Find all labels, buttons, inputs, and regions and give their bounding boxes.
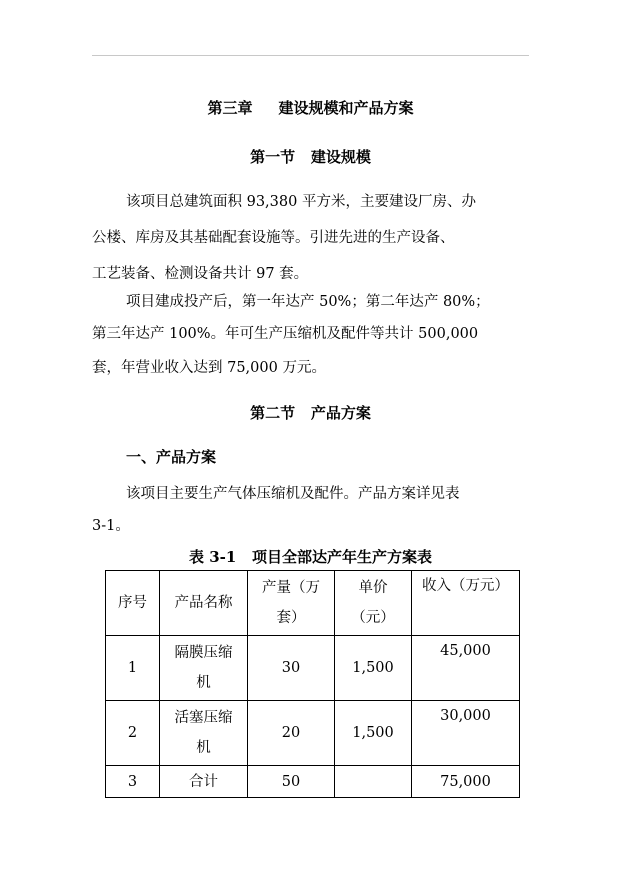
row1-seq: 1 — [106, 636, 160, 701]
para1-line1: 该项目总建筑面积 93,380 平方米，主要建设厂房、办 — [126, 194, 476, 210]
header-name: 产品名称 — [160, 571, 248, 636]
row2-price: 1,500 — [335, 701, 412, 766]
para3-line1: 该项目主要生产气体压缩机及配件。产品方案详见表 — [126, 486, 460, 502]
header-seq: 序号 — [106, 571, 160, 636]
row2-name-line1: 活塞压缩 — [174, 710, 233, 726]
section-title-scale: 第一节 建设规模 — [250, 148, 371, 166]
row2-qty: 20 — [248, 701, 335, 766]
table-row — [106, 636, 520, 701]
header-price — [335, 571, 412, 636]
row3-qty: 50 — [248, 766, 335, 798]
para3-line2: 3-1。 — [92, 518, 130, 534]
para2-line1: 项目建成投产后，第一年达产 50%；第二年达产 80%； — [126, 294, 490, 310]
header-qty-line2: 套） — [276, 610, 306, 626]
row1-name-line1: 隔膜压缩 — [174, 645, 233, 661]
table-header-row — [106, 571, 520, 636]
para2-line2: 第三年达产 100%。年可生产压缩机及配件等共计 500,000 — [92, 326, 479, 342]
row2-name-line2: 机 — [196, 740, 211, 756]
production-table — [105, 570, 520, 798]
row1-qty: 30 — [248, 636, 335, 701]
header-qty — [248, 571, 335, 636]
table-caption: 表 3-1 项目全部达产年生产方案表 — [189, 548, 432, 566]
para1-line3: 工艺装备、检测设备共计 97 套。 — [92, 266, 309, 282]
table-row-total — [106, 766, 520, 798]
para2-line3: 套，年营业收入达到 75,000 万元。 — [92, 360, 326, 376]
row2-seq: 2 — [106, 701, 160, 766]
row1-price: 1,500 — [335, 636, 412, 701]
row1-income: 45,000 — [412, 636, 520, 701]
chapter-title: 第三章 建设规模和产品方案 — [207, 99, 414, 117]
header-income: 收入（万元） — [412, 571, 520, 636]
row2-name — [160, 701, 248, 766]
header-qty-line1: 产量（万 — [262, 580, 320, 596]
header-price-line1: 单价 — [358, 580, 388, 596]
sub-heading: 一、产品方案 — [126, 448, 217, 466]
section-title-products: 第二节 产品方案 — [250, 404, 371, 422]
row3-seq: 3 — [106, 766, 160, 798]
row3-income: 75,000 — [412, 766, 520, 798]
row1-name — [160, 636, 248, 701]
table-row — [106, 701, 520, 766]
row2-income: 30,000 — [412, 701, 520, 766]
row3-name: 合计 — [160, 766, 248, 798]
header-price-line2: （元） — [351, 610, 395, 626]
row3-price — [335, 766, 412, 798]
row1-name-line2: 机 — [196, 675, 211, 691]
header-rule — [92, 55, 529, 56]
para1-line2: 公楼、库房及其基础配套设施等。引进先进的生产设备、 — [92, 230, 455, 246]
